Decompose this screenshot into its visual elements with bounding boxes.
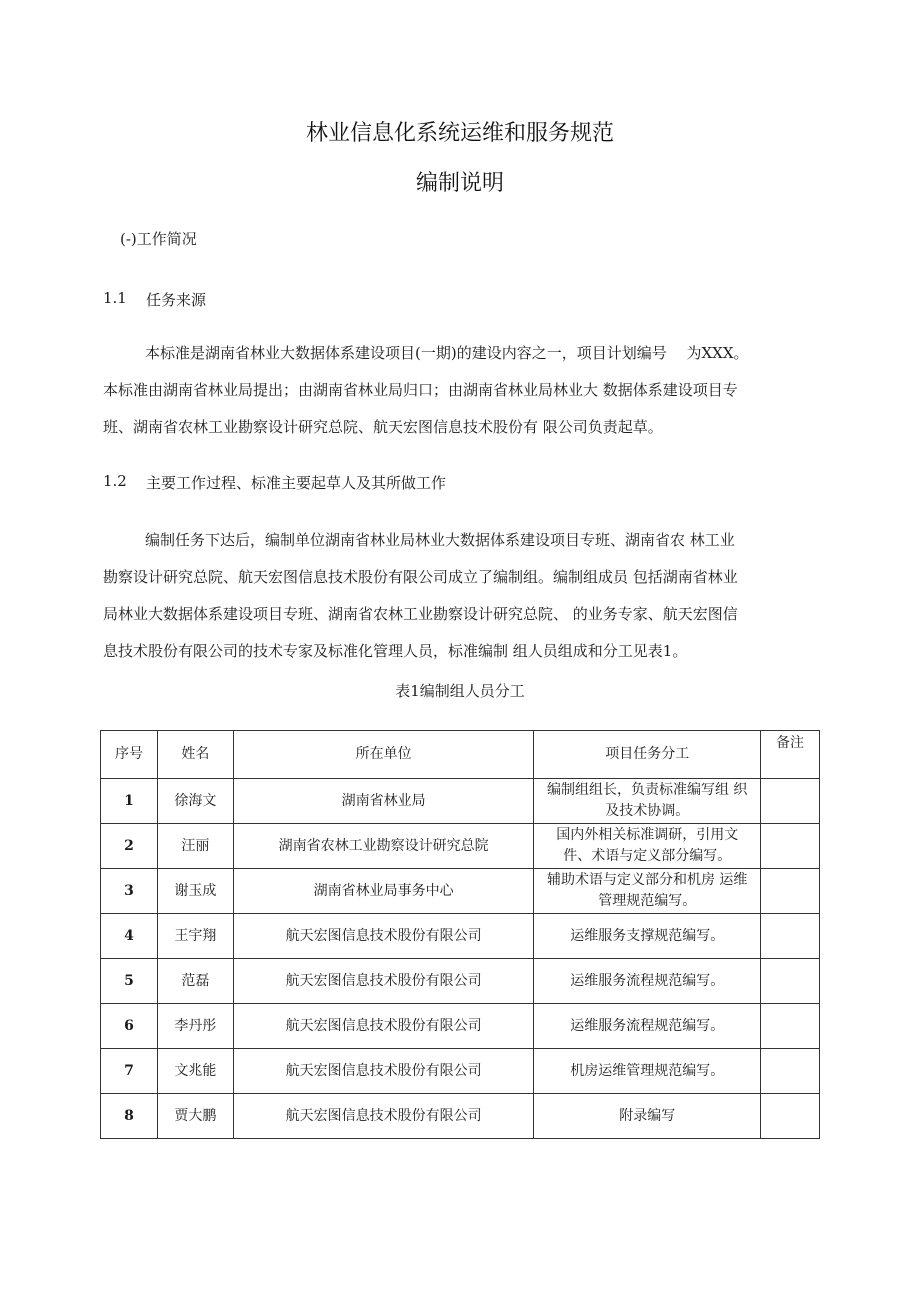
task-line: 运维服务流程规范编写。	[570, 972, 725, 989]
cell-unit: 航天宏图信息技术股份有限公司	[233, 1004, 534, 1049]
task-line: 运维服务流程规范编写。	[570, 1017, 725, 1034]
table-row	[101, 959, 820, 1004]
task-line: 运维服务支撑规范编写。	[570, 927, 725, 944]
cell-remark	[761, 959, 820, 1004]
cell-unit: 湖南省林业局	[233, 779, 534, 824]
paragraph-line: 本标准是湖南省林业大数据体系建设项目(一期)的建设内容之一，项目计划编号 为XXX。	[145, 344, 749, 362]
header-unit: 所在单位	[233, 731, 534, 779]
cell-remark	[761, 824, 820, 869]
section-heading-work-summary: (-)工作简况	[120, 230, 197, 248]
table-row	[101, 869, 820, 914]
table-row	[101, 1004, 820, 1049]
cell-serial-number: 6	[101, 1004, 158, 1049]
cell-name: 李丹彤	[157, 1004, 233, 1049]
paragraph-line: 息技术股份有限公司的技术专家及标准化管理人员，标准编制 组人员组成和分工见表1。	[103, 642, 688, 660]
staff-table	[100, 730, 820, 1139]
cell-name: 范磊	[157, 959, 233, 1004]
cell-serial-number: 8	[101, 1094, 158, 1139]
cell-unit: 湖南省林业局事务中心	[233, 869, 534, 914]
table-row	[101, 824, 820, 869]
header-task: 项目任务分工	[534, 731, 761, 779]
cell-task	[534, 1004, 761, 1049]
cell-name: 文兆能	[157, 1049, 233, 1094]
section-number-1-1: 1.1	[103, 289, 127, 307]
table-caption: 表1编制组人员分工	[395, 682, 525, 700]
paragraph-line: 编制任务下达后，编制单位湖南省林业局林业大数据体系建设项目专班、湖南省农 林工业	[145, 531, 735, 549]
table-header-row	[101, 731, 820, 779]
cell-name: 贾大鹏	[157, 1094, 233, 1139]
table-row	[101, 779, 820, 824]
cell-remark	[761, 779, 820, 824]
section-heading-work-process: 主要工作过程、标准主要起草人及其所做工作	[146, 474, 447, 492]
header-serial-number: 序号	[101, 731, 158, 779]
task-line: 件、术语与定义部分编写。	[563, 848, 732, 864]
cell-serial-number: 7	[101, 1049, 158, 1094]
cell-unit: 航天宏图信息技术股份有限公司	[233, 1049, 534, 1094]
paragraph-line: 勘察设计研究总院、航天宏图信息技术股份有限公司成立了编制组。编制组成员 包括湖南省林业	[103, 568, 738, 586]
cell-name: 王宇翔	[157, 914, 233, 959]
task-line: 及技术协调。	[605, 803, 690, 819]
paragraph-line: 局林业大数据体系建设项目专班、湖南省农林工业勘察设计研究总院、 的业务专家、航天宏图信	[103, 605, 738, 623]
cell-unit: 航天宏图信息技术股份有限公司	[233, 1094, 534, 1139]
section-heading-task-source: 任务来源	[146, 291, 207, 309]
task-line: 管理规范编写。	[598, 893, 697, 909]
cell-unit: 航天宏图信息技术股份有限公司	[233, 959, 534, 1004]
table-row	[101, 1094, 820, 1139]
task-line: 国内外相关标准调研，引用文	[556, 827, 739, 843]
paragraph-work-process	[103, 522, 819, 670]
header-remark: 备注	[761, 731, 820, 779]
cell-name: 谢玉成	[157, 869, 233, 914]
cell-remark	[761, 1049, 820, 1094]
cell-task	[534, 1049, 761, 1094]
cell-serial-number: 3	[101, 869, 158, 914]
table-row	[101, 914, 820, 959]
cell-remark	[761, 869, 820, 914]
cell-name: 徐海文	[157, 779, 233, 824]
cell-serial-number: 2	[101, 824, 158, 869]
cell-serial-number: 1	[101, 779, 158, 824]
cell-serial-number: 5	[101, 959, 158, 1004]
cell-serial-number: 4	[101, 914, 158, 959]
task-line: 机房运维管理规范编写。	[570, 1062, 725, 1079]
cell-task	[534, 914, 761, 959]
cell-remark	[761, 1004, 820, 1049]
document-subtitle: 编制说明	[415, 171, 504, 196]
cell-task	[534, 869, 761, 914]
cell-task	[534, 959, 761, 1004]
cell-name: 汪丽	[157, 824, 233, 869]
task-line: 编制组组长，负责标准编写组 织	[546, 782, 748, 798]
table-row	[101, 1049, 820, 1094]
cell-unit: 航天宏图信息技术股份有限公司	[233, 914, 534, 959]
task-line: 辅助术语与定义部分和机房 运维	[546, 872, 748, 888]
section-number-1-2: 1.2	[103, 472, 127, 490]
cell-unit: 湖南省农林工业勘察设计研究总院	[233, 824, 534, 869]
cell-task	[534, 824, 761, 869]
paragraph-line: 本标准由湖南省林业局提出；由湖南省林业局归口；由湖南省林业局林业大 数据体系建设项目专	[103, 381, 738, 399]
cell-remark	[761, 1094, 820, 1139]
paragraph-line: 班、湖南省农林工业勘察设计研究总院、航天宏图信息技术股份有 限公司负责起草。	[103, 418, 663, 436]
cell-task	[534, 779, 761, 824]
task-line: 附录编写	[619, 1107, 676, 1124]
paragraph-task-source	[103, 335, 819, 446]
cell-remark	[761, 914, 820, 959]
cell-task	[534, 1094, 761, 1139]
document-title: 林业信息化系统运维和服务规范	[305, 121, 614, 146]
header-name: 姓名	[157, 731, 233, 779]
